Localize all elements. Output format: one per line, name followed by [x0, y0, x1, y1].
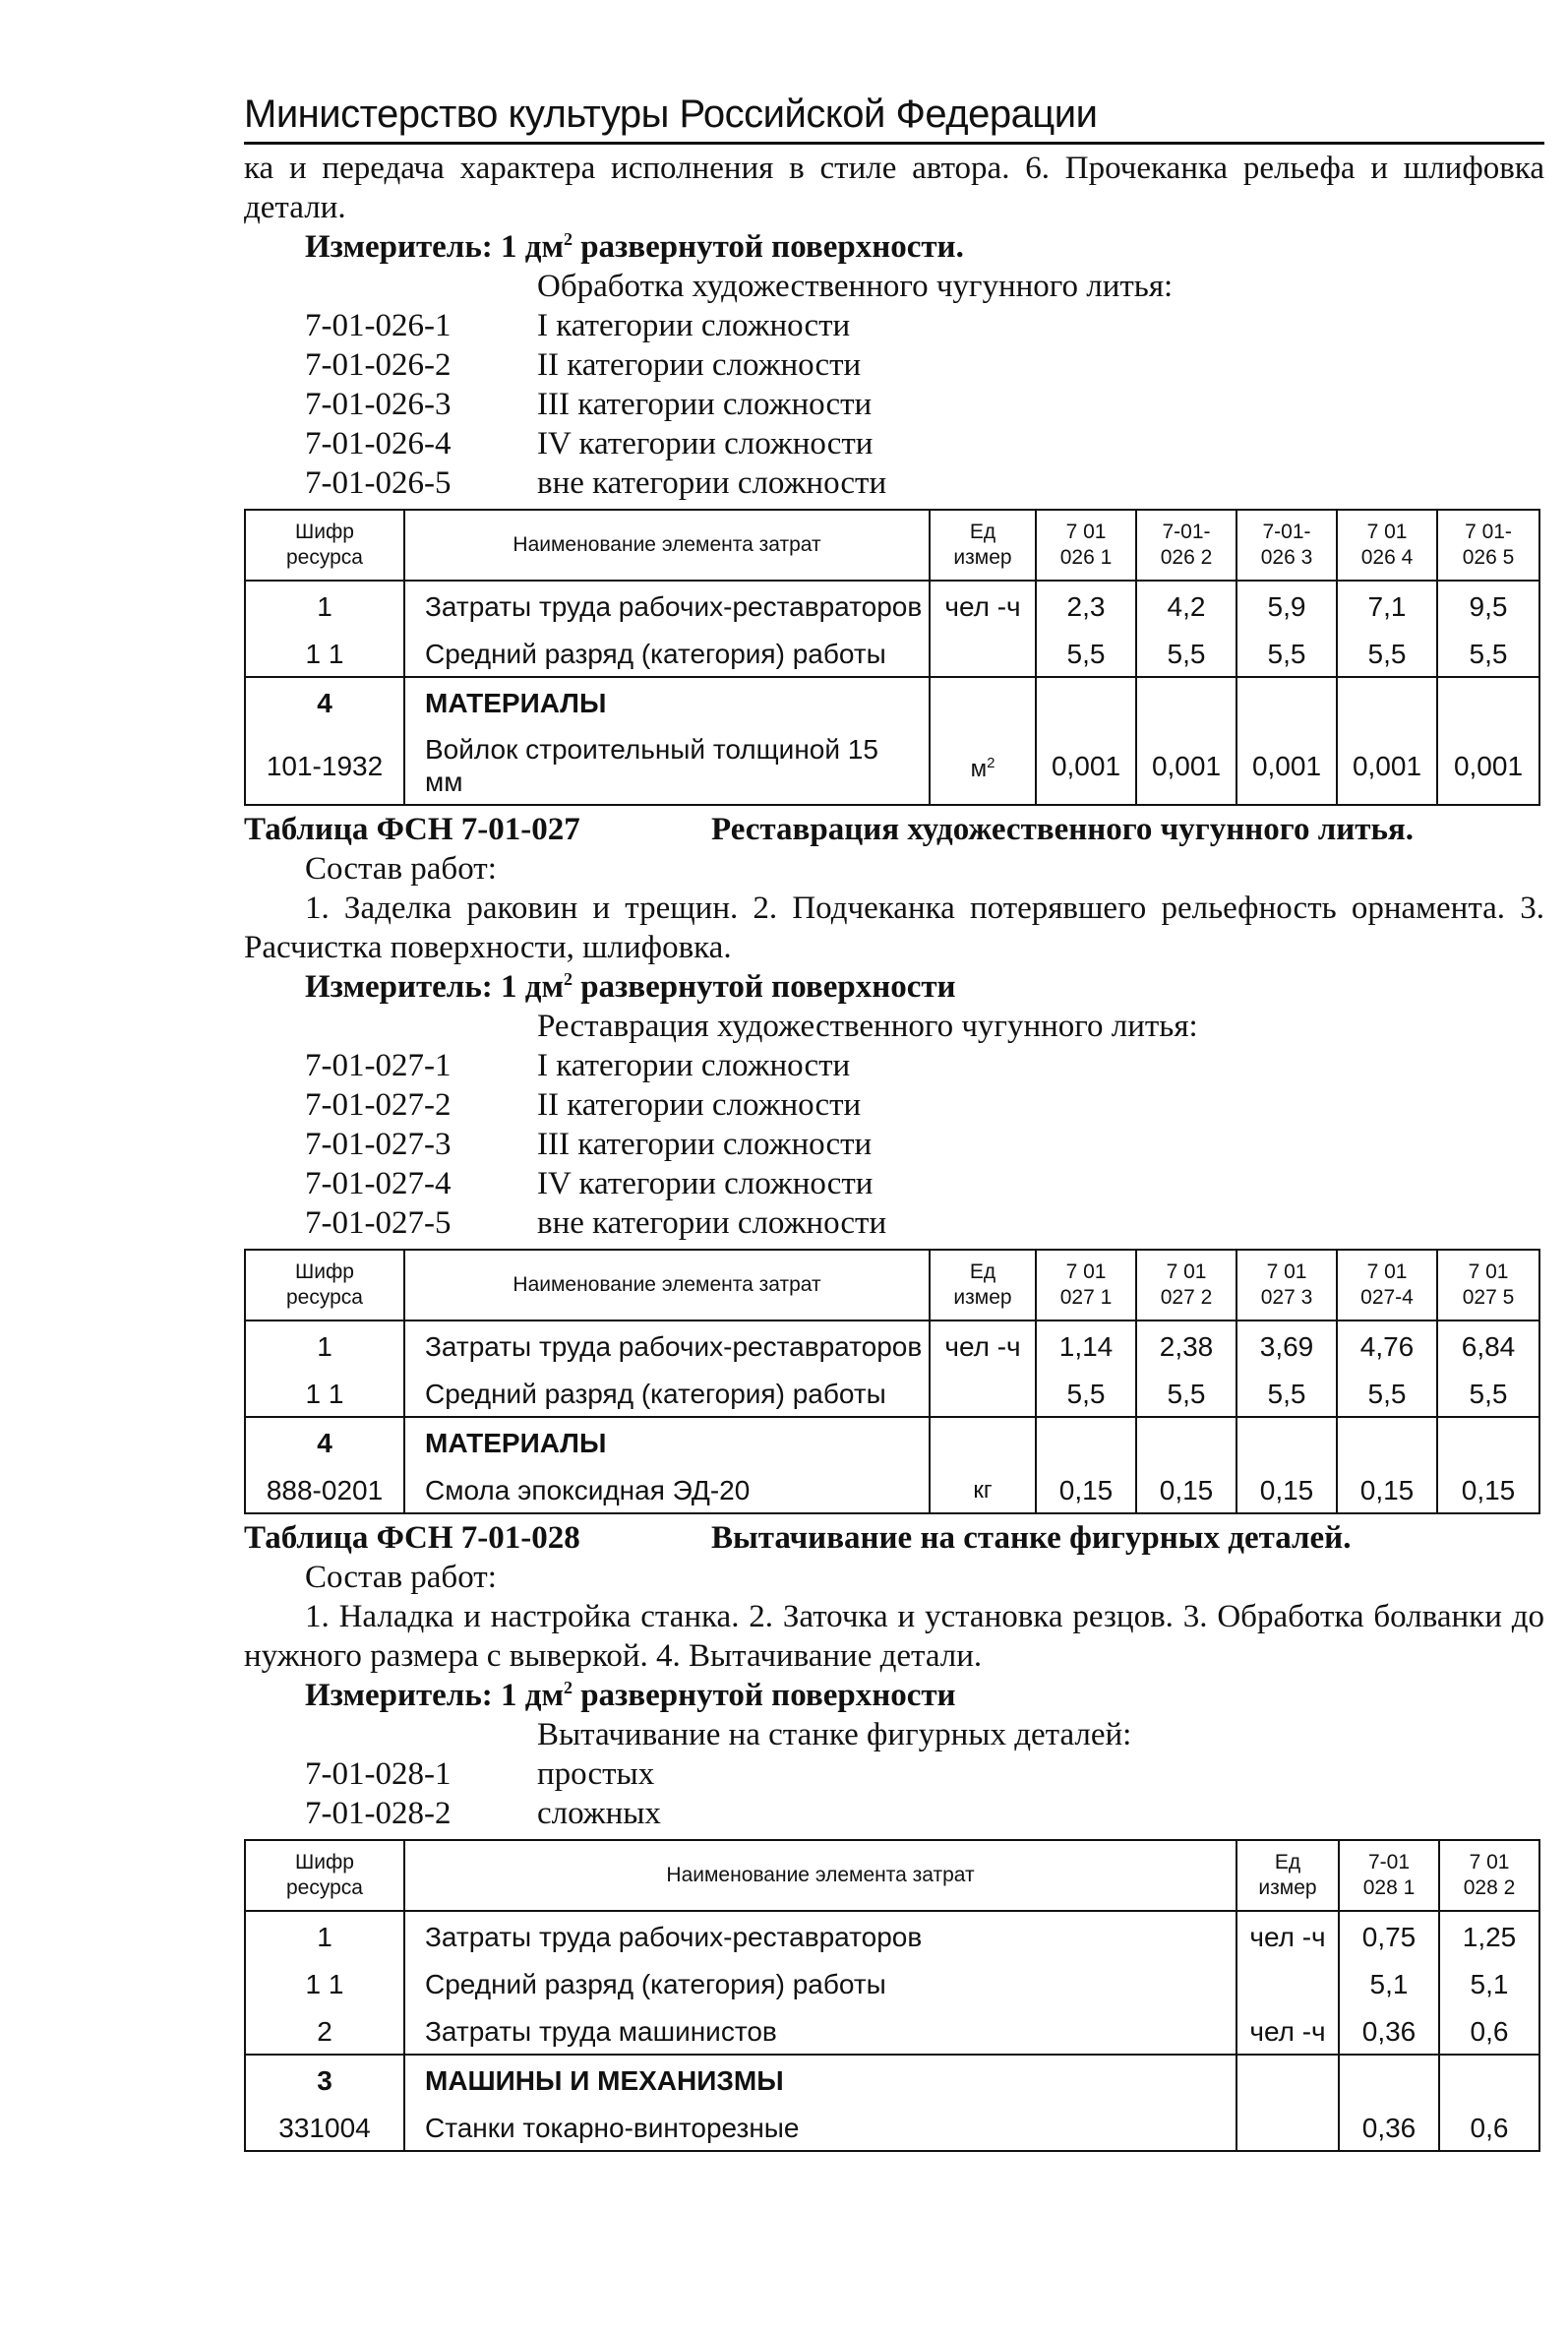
- works-text: 1. Наладка и настройка станка. 2. Заточка и установка резцов. 3. Обработка болванки до нужного размера с выверкой. 4. Вытачивание детали.: [244, 1599, 1544, 1674]
- col-header: Ед измер: [1236, 1840, 1339, 1911]
- table-caption: Таблица ФСН 7-01-028 Вытачивание на станке фигурных деталей.: [244, 1520, 1352, 1556]
- code-item: 7-01-028-2 сложных: [305, 1796, 661, 1831]
- table-row: 1 1 Средний разряд (категория) работы 5,1 5,1: [245, 1959, 1539, 2006]
- col-header: 7 01 027 3: [1236, 1250, 1337, 1321]
- code-item: 7-01-026-3 III категории сложности: [305, 387, 873, 422]
- col-header: 7-01- 026 2: [1136, 510, 1236, 581]
- code-list: [305, 1007, 1544, 1243]
- table-row: 4 МАТЕРИАЛЫ: [245, 677, 1539, 725]
- col-header: Шифр ресурса: [245, 1250, 404, 1321]
- table-row: 331004 Станки токарно-винторезные 0,36 0,6: [245, 2103, 1539, 2151]
- code-item: 7-01-027-2 II категории сложности: [305, 1087, 862, 1123]
- col-header: 7 01 027-4: [1337, 1250, 1437, 1321]
- col-header: 7 01 026 4: [1337, 510, 1437, 581]
- group-title: Обработка художественного чугунного литья:: [537, 269, 1174, 304]
- resource-table-026: [244, 509, 1540, 806]
- col-header: Наименование элемента затрат: [404, 510, 930, 581]
- code-item: 7-01-026-2 II категории сложности: [305, 347, 862, 383]
- col-header: Ед измер: [930, 1250, 1036, 1321]
- col-header: 7 01 027 2: [1136, 1250, 1236, 1321]
- col-header: 7-01- 026 3: [1236, 510, 1337, 581]
- table-caption: Таблица ФСН 7-01-027 Реставрация художественного чугунного литья.: [244, 812, 1415, 847]
- table-row: 1 1 Средний разряд (категория) работы 5,5 5,5 5,5 5,5 5,5: [245, 1369, 1539, 1417]
- table-row: 2 Затраты труда машинистов чел -ч 0,36 0,6: [245, 2006, 1539, 2055]
- code-item: 7-01-028-1 простых: [305, 1756, 655, 1792]
- group-title: Реставрация художественного чугунного литья:: [537, 1009, 1198, 1044]
- table-row: 101-1932 Войлок строительный толщиной 15 мм $м^2$ 0,001 0,001 0,001 0,001 0,001: [245, 725, 1539, 805]
- col-header: 7 01- 026 5: [1437, 510, 1539, 581]
- composition-label: Состав работ:: [305, 1560, 497, 1595]
- group-title: Вытачивание на станке фигурных деталей:: [537, 1717, 1132, 1752]
- code-item: 7-01-026-1 I категории сложности: [305, 308, 851, 343]
- code-item: 7-01-027-4 IV категории сложности: [305, 1166, 874, 1201]
- col-header: Наименование элемента затрат: [404, 1840, 1236, 1911]
- col-header: 7 01 026 1: [1036, 510, 1136, 581]
- table-row: 4 МАТЕРИАЛЫ: [245, 1417, 1539, 1465]
- table-row: 1 Затраты труда рабочих-реставраторов чел -ч 1,14 2,38 3,69 4,76 6,84: [245, 1321, 1539, 1369]
- col-header: Шифр ресурса: [245, 510, 404, 581]
- resource-table-027: [244, 1249, 1540, 1514]
- intro-text: ка и передача характера исполнения в стиле автора. 6. Прочеканка рельефа и шлифовка детали.: [244, 151, 1544, 225]
- col-header: 7-01 028 1: [1339, 1840, 1439, 1911]
- code-item: 7-01-026-4 IV категории сложности: [305, 426, 874, 461]
- composition-label: Состав работ:: [305, 851, 497, 887]
- col-header: 7 01 027 5: [1437, 1250, 1539, 1321]
- table-header-row: [245, 1840, 1539, 1911]
- works-text: 1. Заделка раковин и трещин. 2. Подчеканка потерявшего рельефность орнамента. 3. Расчистка поверхности, шлифовка.: [244, 891, 1544, 965]
- col-header: Наименование элемента затрат: [404, 1250, 930, 1321]
- col-header: 7 01 028 2: [1439, 1840, 1539, 1911]
- col-header: 7 01 027 1: [1036, 1250, 1136, 1321]
- table-row: 1 1 Средний разряд (категория) работы 5,5 5,5 5,5 5,5 5,5: [245, 629, 1539, 677]
- measure-line: Измеритель: 1 $дм^2$ развернутой поверхности.: [305, 229, 964, 265]
- measure-line: Измеритель: 1 $дм^2$ развернутой поверхности: [305, 1678, 956, 1713]
- table-header-row: [245, 510, 1539, 581]
- resource-table-028: [244, 1839, 1540, 2152]
- col-header: Шифр ресурса: [245, 1840, 404, 1911]
- measure-line: Измеритель: 1 $дм^2$ развернутой поверхности: [305, 969, 956, 1005]
- code-list: [305, 267, 1544, 503]
- running-header: Министерство культуры Российской Федерации: [244, 92, 1098, 136]
- code-item: 7-01-026-5 вне категории сложности: [305, 465, 887, 501]
- col-header: Ед измер: [930, 510, 1036, 581]
- table-row: 3 МАШИНЫ И МЕХАНИЗМЫ: [245, 2055, 1539, 2103]
- code-list: [305, 1715, 1544, 1833]
- header-rule: [244, 142, 1544, 145]
- document-page: [244, 91, 1544, 2156]
- code-item: 7-01-027-3 III категории сложности: [305, 1127, 873, 1162]
- table-row: 1 Затраты труда рабочих-реставраторов чел -ч 0,75 1,25: [245, 1911, 1539, 1959]
- table-row: 888-0201 Смола эпоксидная ЭД-20 кг 0,15 0,15 0,15 0,15 0,15: [245, 1465, 1539, 1513]
- code-item: 7-01-027-1 I категории сложности: [305, 1048, 851, 1083]
- table-header-row: [245, 1250, 1539, 1321]
- table-row: 1 Затраты труда рабочих-реставраторов чел -ч 2,3 4,2 5,9 7,1 9,5: [245, 581, 1539, 629]
- code-item: 7-01-027-5 вне категории сложности: [305, 1205, 887, 1241]
